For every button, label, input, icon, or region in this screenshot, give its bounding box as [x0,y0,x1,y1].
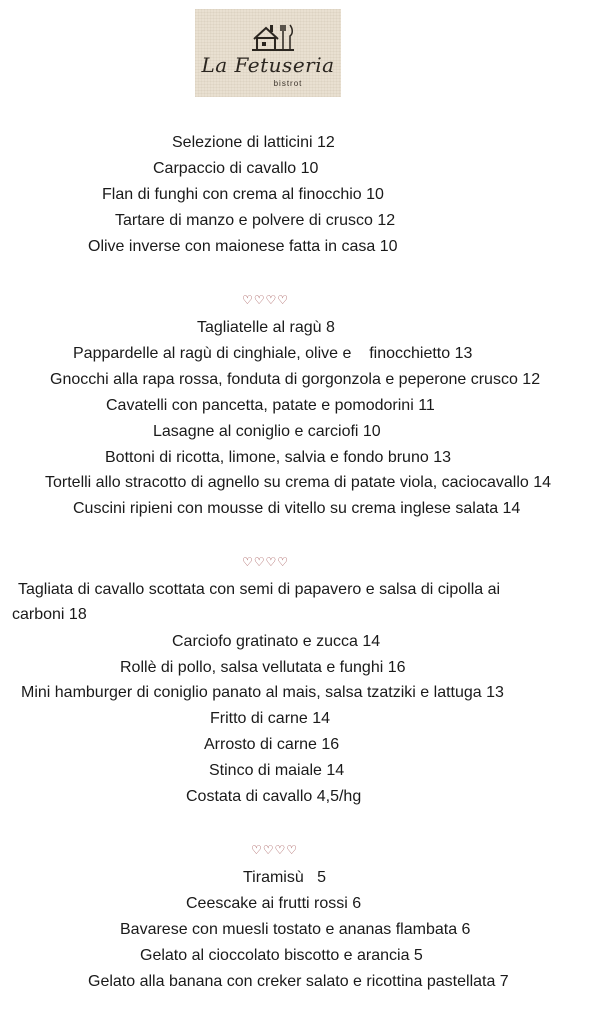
menu-item: Gelato alla banana con creker salato e ricottina pastellata 7 [88,973,509,990]
restaurant-logo [195,9,341,97]
menu-item: Tiramisù 5 [243,869,326,886]
menu-item: Carciofo gratinato e zucca 14 [172,633,381,650]
menu-item: Fritto di carne 14 [210,710,331,727]
menu-item: Olive inverse con maionese fatta in casa 10 [88,238,398,255]
menu-item: Stinco di maiale 14 [209,762,345,779]
menu-item: Ceescake ai frutti rossi 6 [186,895,362,912]
menu-item: Rollè di pollo, salsa vellutata e funghi 16 [120,659,406,676]
menu-item: Carpaccio di cavallo 10 [153,160,319,177]
menu-item: Tagliata di cavallo scottata con semi di papavero e salsa di cipolla ai [18,581,501,598]
menu-item: Arrosto di carne 16 [204,736,340,753]
section-divider-hearts: ♡♡♡♡ [242,293,290,307]
menu-item: carboni 18 [12,606,87,623]
menu-item: Flan di funghi con crema al finocchio 10 [102,186,384,203]
section-divider-hearts: ♡♡♡♡ [251,843,299,857]
menu-item: Tagliatelle al ragù 8 [197,319,335,336]
menu-item: Pappardelle al ragù di cinghiale, olive e finocchietto 13 [73,345,473,362]
menu-item: Tartare di manzo e polvere di crusco 12 [115,212,396,229]
menu-item: Gelato al cioccolato biscotto e arancia 5 [140,947,423,964]
menu-item: Cavatelli con pancetta, patate e pomodorini 11 [106,397,435,414]
menu-item: Gnocchi alla rapa rossa, fonduta di gorgonzola e peperone crusco 12 [50,371,541,388]
section-divider-hearts: ♡♡♡♡ [242,555,290,569]
menu-item: Cuscini ripieni con mousse di vitello su crema inglese salata 14 [73,500,521,517]
menu-item: Lasagne al coniglio e carciofi 10 [153,423,381,440]
menu-item: Selezione di latticini 12 [172,134,335,151]
menu-item: Costata di cavallo 4,5/hg [186,788,362,805]
logo-name: La Fetuseria [201,53,335,77]
house-icon [250,21,296,53]
menu-item: Bavarese con muesli tostato e ananas flambata 6 [120,921,471,938]
menu-item: Bottoni di ricotta, limone, salvia e fondo bruno 13 [105,449,451,466]
logo-subtitle: bistrot [273,79,303,88]
menu-item: Mini hamburger di coniglio panato al mais, salsa tzatziki e lattuga 13 [21,684,504,701]
menu-item: Tortelli allo stracotto di agnello su crema di patate viola, caciocavallo 14 [45,474,552,491]
